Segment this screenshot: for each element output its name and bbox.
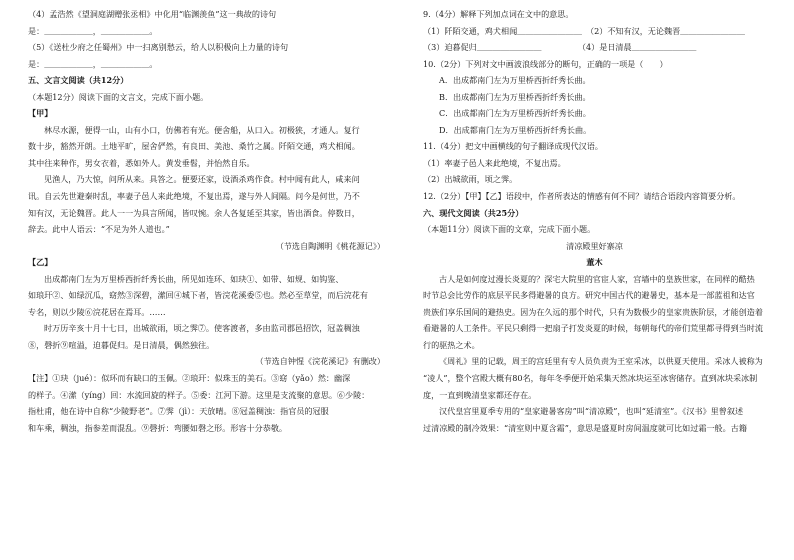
right-text-line: B．出成都南门左为万里桥西折纤秀长曲。 — [439, 91, 591, 102]
left-text-line: 辞去。此中人语云：“不足为外人道也。” — [28, 224, 170, 235]
left-text-line: 出成都南门左为万里桥西折纤秀长曲，所见如连环、如玦①、如带、如规、如钩鉴、 — [44, 273, 344, 284]
right-text-line: 贵族们享乐国间的避热史。因为在久远的那个时代，只有为数极少的皇家贵族阶层，才能创造着 — [423, 306, 763, 317]
right-text-line: “凌人”，整个宫殿大概有80名，每年冬季便开始采集天然冰块运至冰窖储存。直到冰块采冰制 — [423, 373, 758, 384]
right-text-line: 时节总会比劳作的底层平民多得避暑的良方。研究中国古代的避暑史，基本是一部蓝祖和达官 — [423, 290, 755, 301]
right-text-line: 度，一直到晚清皇家都还存在。 — [423, 389, 537, 400]
left-text-line: 讯。自云先世避秦时乱，率妻子邑人来此绝境，不复出焉，遂与外人间隔。问今是何世，乃不 — [28, 191, 360, 202]
left-text-line: 【注】①玦（jué）：似环而有缺口的玉佩。②琅玕：似珠玉的美石。③窈（yǎo）然：幽深 — [28, 373, 351, 384]
right-text-line: （1）率妻子邑人来此绝境，不复出焉。 — [423, 157, 566, 168]
left-text-line: 是：＿＿＿＿＿＿，＿＿＿＿＿＿。 — [28, 58, 158, 69]
left-text-line: 专名，则以少陵⑥浣花居在焉耳。…… — [28, 306, 166, 317]
right-column — [397, 0, 794, 560]
left-text-line: ⑧，磬折⑨喧溢，迫暮促归。是日清晨，偶然独往。 — [28, 339, 215, 350]
right-text-line: 9.（4分）解释下列加点词在文中的意思。 — [423, 9, 574, 19]
right-text-line: 清凉殿里好寨凉 — [566, 240, 623, 251]
left-text-line: 是：＿＿＿＿＿＿，＿＿＿＿＿＿。 — [28, 25, 158, 36]
left-text-line: （5）《送杜少府之任蜀州》中一扫离别愁云，给人以积极向上力量的诗句 — [28, 42, 289, 53]
left-text-line: 林尽水源，便得一山，山有小口，仿佛若有光。便舍船，从口入。初极狭，才通人。复行 — [44, 124, 360, 135]
left-text-line: 其中往来种作，男女衣着，悉如外人。黄发垂髫，并怡然自乐。 — [28, 157, 255, 168]
left-text-line: （节选自钟惺《浣花溪记》有删改） — [255, 356, 385, 367]
right-text-line: 汉代皇宫里夏季专用的“皇家避暑客房”叫“清凉殿”，也叫“延清室”。《汉书》里曾叙述 — [439, 406, 744, 417]
left-text-line: 五、文言文阅读（共12分） — [28, 75, 129, 86]
right-text-line: 过清凉殿的制冷效果：“清室则中夏含霜”，意思是盛夏时房间温度就可比如过霜一般。古籍 — [423, 422, 747, 433]
right-text-line: 古人是如何度过漫长炎夏的？深宅大院里的官宦人家，宫墙中的皇族世家，在同样的酷热 — [439, 273, 755, 284]
right-text-line: （本题11分）阅读下面的文章，完成下面小题。 — [423, 224, 596, 235]
left-text-line: 见渔人，乃大惊，问所从来。具答之。便要还家，设酒杀鸡作食。村中闻有此人，咸来问 — [44, 174, 360, 185]
left-text-line: 指杜甫，他在诗中自称“少陵野老”。⑦霁（jì）：天放晴。⑧冠盖稠浊：指官员的冠服 — [28, 406, 329, 417]
right-text-line: 12.（2分）【甲】【乙】语段中，作者所表达的情感有何不同？请结合语段内容简要分析。 — [423, 191, 741, 202]
right-text-line: 《周礼》里的记载，周王的宫廷里有专人员负责为王室采冰，以供夏天使用。采冰人被称为 — [439, 356, 763, 367]
left-text-line: 如琅玕②、如绿沉瓜，窈然③深碧，潆回④城下者，皆浣花溪委⑤也。然必至草堂，而后浣花有 — [28, 290, 368, 301]
right-text-line: （3）迫暮促归＿＿＿＿＿＿＿＿ （4）是日清晨＿＿＿＿＿＿＿＿ — [423, 42, 697, 53]
right-text-line: 六、现代文阅读（共25分） — [423, 207, 524, 218]
right-text-line: 11.（4分）把文中画横线的句子翻译成现代汉语。 — [423, 141, 603, 152]
left-text-line: 的样子。④潆（yíng）回：水流回旋的样子。⑤委：江河下游。这里是支流聚的意思。⑥少陵： — [28, 389, 370, 400]
right-text-line: 董木 — [586, 257, 603, 268]
left-text-line: 时万历辛亥十月十七日，出城欲雨，顷之霁⑦。使客渡者，多由监司郡邑招饮，冠盖稠浊 — [44, 323, 360, 334]
left-text-line: （本题12分）阅读下面的文言文，完成下面小题。 — [28, 91, 209, 102]
right-text-line: 行的驱热之术。 — [423, 339, 480, 350]
right-text-line: 10.（2分）下列对文中画波浪线部分的断句，正确的一项是（ ） — [423, 58, 668, 69]
left-text-line: 【甲】 — [28, 108, 53, 119]
left-text-line: 知有汉，无论魏晋。此人一一为具言所闻，皆叹惋。余人各复延至其家，皆出酒食。停数日， — [28, 207, 360, 218]
left-text-line: （节选自陶渊明《桃花源记》） — [275, 240, 385, 251]
right-text-line: D．出成都南门左为万里桥西折纤秀长曲。 — [439, 124, 592, 135]
right-text-line: （1）阡陌交通，鸡犬相闻＿＿＿＿＿＿＿＿ （2）不知有汉，无论魏晋＿＿＿＿＿＿＿＿ — [423, 25, 745, 36]
left-text-line: 【乙】 — [28, 257, 53, 268]
left-text-line: 和车乘，稠浊，指参差而混乱。⑨磬折：弯腰如磬之形。形容十分恭敬。 — [28, 422, 288, 433]
left-text-line: 数十步，豁然开朗。土地平旷，屋舍俨然，有良田、美池、桑竹之属。阡陌交通，鸡犬相闻。 — [28, 141, 360, 152]
right-text-line: 看避暑的人工条件。平民只剩得一把扇子打发炎夏的时候，每朝每代的帝们荒里都寻得到当时流 — [423, 323, 763, 334]
right-text-line: A．出成都南门左为万里桥西折纤秀长曲。 — [439, 75, 591, 86]
right-text-line: C．出成都南门左为万里桥西折纤秀长曲。 — [439, 108, 591, 119]
left-text-line: （4）孟浩然《望洞庭湖赠张丞相》中化用“临渊羡鱼”这一典故的诗句 — [28, 9, 277, 19]
right-text-line: （2）出城欲雨，顷之霁。 — [423, 174, 518, 185]
